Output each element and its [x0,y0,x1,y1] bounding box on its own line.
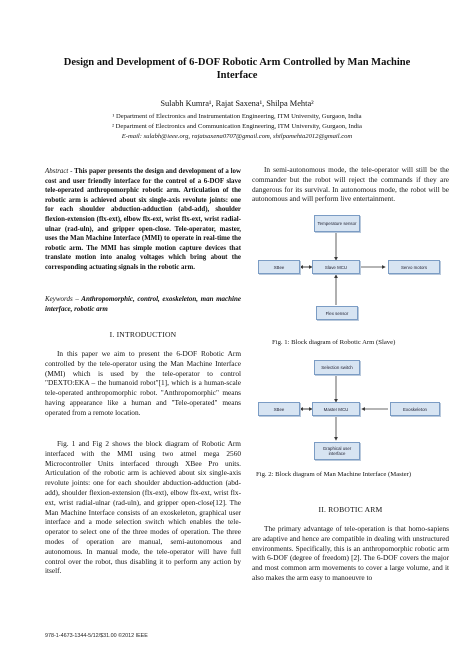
flex-sensor-box: Flex sensor [316,306,358,320]
robotic-arm-paragraph-1: The primary advantage of tele-operation is that homo-sapiens are adaptive and hence are compatible in dealing with unstructured environments. Specifically, this is an anthropomorphic robotic arm with 6-DOF (degree of freedom) [2]. The 6-DOF covers the major and most common arm movements to cover a large volume, and it also makes the arm easy to manoeuvre to [252,524,449,582]
author-emails [20,132,454,141]
author-list: Sulabh Kumra¹, Rajat Saxena¹, Shilpa Mehta² [160,99,314,108]
abstract-text: This paper presents the design and development of a low cost and user friendly interface for the control of a 6-DOF slave tele-operated anthropomorphic robotic arm. Articulation of the robotic arm is achieved about six single-axis revolute joints: one for each shoulder abduction-adduction (abd-add), shoulder flexion-extension (flx-ext), elbow flx-ext, wrist flx-ext, wrist radial-ulnar (rad-uln), and gripper open-close. Tele-operator, master, uses the Man Machine Interface (MMI) to operate in real-time the robotic arm. The MMI has simple motion capture devices that translate motion into analog voltages which bring about the corresponding actuating signals in the robotic arm. [45,168,241,271]
figure-2-caption: Fig. 2: Block diagram of Man Machine Interface (Master) [256,471,412,478]
email-addresses[interactable]: sulabh@ieee.org, rajatsaxena0707@gmail.com, shilpamehta2012@gmail.com [143,133,353,140]
exoskeleton-box: Exoskeleton [390,402,440,416]
master-xbee-box: XBee [258,402,300,416]
figure-2-diagram [252,356,449,466]
section-heading-robotic-arm: II. ROBOTIC ARM [318,505,383,514]
abstract-lead: Abstract - [45,168,73,175]
graphical-user-interface-box: Graphical user interface [314,442,360,460]
email-label: E-mail: [121,133,142,140]
keywords-text: Anthropomorphic, control, exoskeleton, man machine interface, robotic arm [45,295,241,313]
right-paragraph-1: In semi-autonomous mode, the tele-operator will still be the commander but the robot will reject the commands if they are dangerous for its survival. In autonomous mode, the robot will be autonomous and will perform live entertainment. [252,165,449,204]
figure-1-caption: Fig. 1: Block diagram of Robotic Arm (Slave) [272,339,396,346]
intro-paragraph-2: Fig. 1 and Fig 2 shows the block diagram of Robotic Arm interfaced with the MMI using two atmel mega 2560 Microcontroller Units interfaced through XBee Pro units. Articulation of the robotic arm is achieved about six single-axis revolute joints: one for each shoulder abduction-adduction (abd-add), shoulder flexion-extension (flx-ext), elbow flx-ext, wrist flx-ext, wrist radial-ulnar (rad-uln), and gripper open-close[12]. The Man Machine Interface consists of an exoskeleton, graphical user interface and a mode selection switch which enables the tele-operator to select one of the three modes of operation. The three modes of operation are manual, semi-autonomous and autonomous. In manual mode, the tele-operator will have full control over the robot, thus disabling it to perform any action by itself. [45,439,241,576]
section-heading-introduction: I. INTRODUCTION [109,330,177,339]
copyright-footer: 978-1-4673-1344-5/12/$31.00 ©2012 IEEE [45,633,148,639]
selection-switch-box: Selection switch [314,360,360,375]
intro-paragraph-1: In this paper we aim to present the 6-DOF Robotic Arm controlled by the tele-operator using the Man Machine Interface (MMI) which is used by the tele-operator to control "DEXTO:EKA – the humanoid robot"[1], which is a human-scale tele-operated anthropomorphic robot. "Anthropomorphic" means having appearance like a human and "Tele-operated" means operated from a remote location. [45,349,241,417]
master-mcu-box: Master MCU [312,402,360,416]
slave-xbee-box: XBee [258,260,300,274]
affiliation-1: ¹ Department of Electronics and Instrumentation Engineering, ITM University, Gurgaon, India [112,113,362,120]
keywords-lead: Keywords – [45,295,79,303]
abstract [45,167,241,273]
keywords [45,295,241,314]
affiliation-2: ² Department of Electronics and Communication Engineering, ITM University, Gurgaon, India [112,123,362,130]
servo-motors-box: Servo motors [388,260,440,274]
figure-1-diagram [252,210,449,334]
slave-mcu-box: Slave MCU [312,260,360,274]
temperature-sensor-box: Temperature sensor [314,215,360,232]
paper-title: Design and Development of 6-DOF Robotic Arm Controlled by Man Machine Interface [63,57,411,81]
